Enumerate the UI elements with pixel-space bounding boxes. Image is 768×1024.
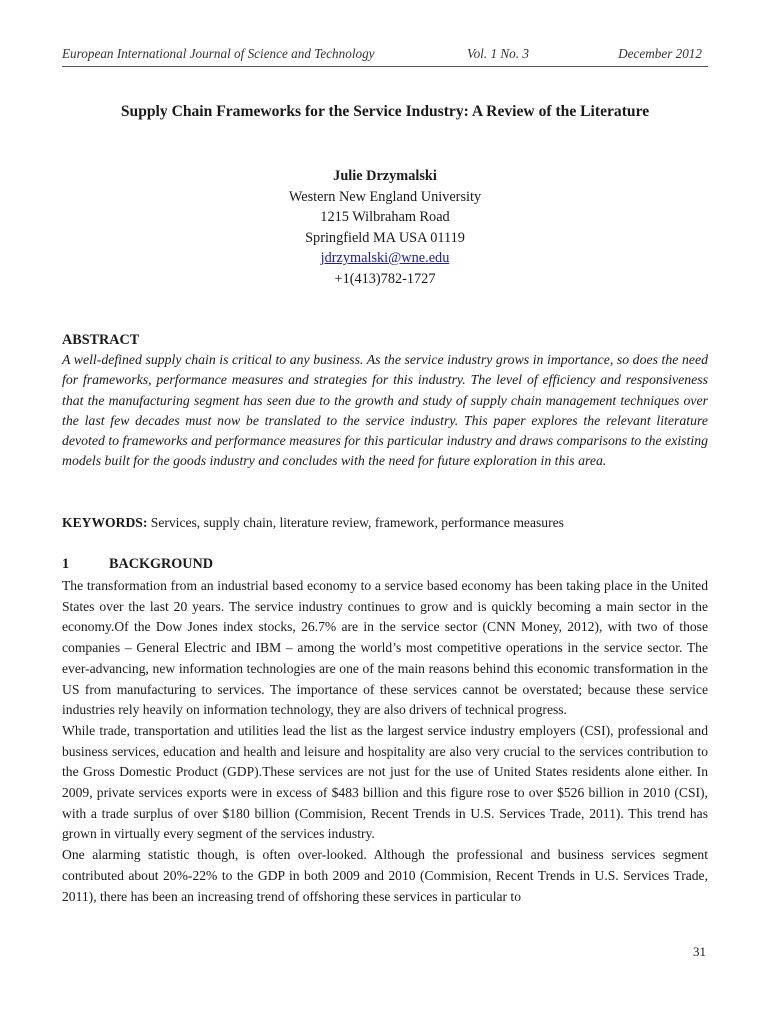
section-body [62, 576, 708, 907]
section-heading-background [62, 556, 708, 573]
volume-issue: Vol. 1 No. 3 [467, 46, 529, 61]
abstract-section [62, 331, 708, 472]
body-paragraph: The transformation from an industrial based economy to a service based economy has been taking place in the United States over the last 20 years. The service industry continues to grow and is quickly becoming a main sector in the economy.Of the Dow Jones index stocks, 26.7% are in the service sector (CNN Money, 2012), with two of those companies – General Electric and IBM – among the world’s most competitive operations in the service sector. The ever-advancing, new information technologies are one of the main reasons behind this economic transformation in the US from manufacturing to services. The importance of these services cannot be overstated; because these service industries rely heavily on information technology, they are also drivers of technical progress. [62, 578, 708, 718]
author-block [62, 166, 708, 289]
keywords-text: Services, supply chain, literature review, framework, performance measures [147, 515, 564, 530]
publication-date: December 2012 [618, 46, 702, 61]
author-city: Springfield MA USA 01119 [305, 229, 465, 246]
header-divider [62, 66, 708, 67]
author-phone: +1(413)782-1727 [334, 270, 436, 287]
running-header [62, 46, 706, 64]
author-affiliation: Western New England University [288, 188, 482, 205]
section-number: 1 [62, 556, 70, 572]
author-street: 1215 Wilbraham Road [320, 209, 450, 225]
body-paragraph: One alarming statistic though, is often over-looked. Although the professional and business services segment contributed about 20%-22% to the GDP in both 2009 and 2010 (Commision, Recent Trends in U.S. Services Trade, 2011), there has been an increasing trend of offshoring these services in particular to [62, 847, 708, 904]
journal-name: European International Journal of Science and Technology [62, 46, 375, 61]
section-title: BACKGROUND [109, 556, 214, 572]
abstract-heading: ABSTRACT [62, 332, 140, 348]
paper-title: Supply Chain Frameworks for the Service Industry: A Review of the Literature [120, 103, 650, 120]
keywords-label: KEYWORDS: [62, 515, 148, 530]
author-email-link[interactable]: jdrzymalski@wne.edu [320, 250, 450, 266]
body-paragraph: While trade, transportation and utilities lead the list as the largest service industry employers (CSI), professional and business services, education and health and leisure and hospitality are also very crucial to the services contribution to the Gross Domestic Product (GDP).These services are not just for the use of United States residents alone either. In 2009, private services exports were in excess of $483 billion and this figure rose to over $526 billion in 2010 (CSI), with a trade surplus of over $180 billion (Commision, Recent Trends in U.S. Services Trade, 2011). This trend has grown in virtually every segment of the services industry. [62, 722, 708, 842]
keywords [62, 515, 708, 531]
page-number: 31 [693, 944, 706, 959]
author-name: Julie Drzymalski [333, 168, 437, 184]
abstract-text: A well-defined supply chain is critical to any business. As the service industry grows in importance, so does the need for frameworks, performance measures and strategies for this industry. The level of efficiency and responsiveness that the manufacturing segment has seen due to the growth and study of supply chain management techniques over the last few decades must now be translated to the service industry. This paper explores the relevant literature devoted to frameworks and performance measures for this particular industry and draws comparisons to the existing models built for the goods industry and concludes with the need for future exploration in this area. [62, 352, 708, 469]
